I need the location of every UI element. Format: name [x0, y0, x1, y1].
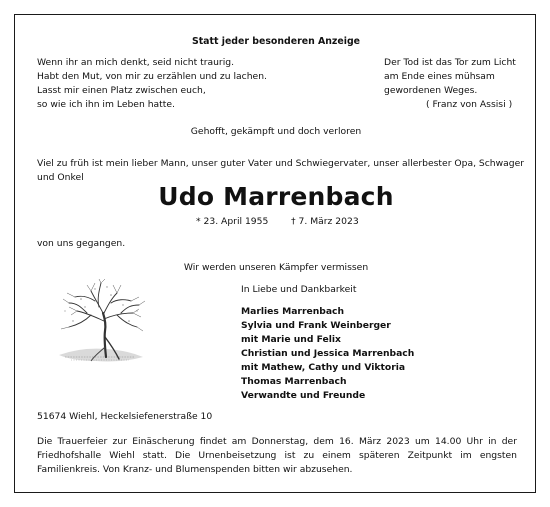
address: 51674 Wiehl, Heckelsiefenerstraße 10	[37, 411, 213, 422]
headline: Statt jeder besonderen Anzeige	[191, 36, 361, 47]
mourner-line: Sylvia und Frank Weinberger	[241, 320, 391, 331]
mourner-line: Verwandte und Freunde	[241, 390, 366, 401]
mourner-line: mit Mathew, Cathy und Viktoria	[241, 362, 406, 373]
tree-illustration-icon	[51, 277, 147, 373]
mourner-line: Christian und Jessica Marrenbach	[241, 348, 415, 359]
poem-left	[37, 56, 267, 112]
poem-right-line: Der Tod ist das Tor zum Licht	[384, 57, 516, 68]
mourners-label: In Liebe und Dankbarkeit	[241, 284, 357, 295]
obituary-notice	[14, 14, 536, 493]
passed-away-text: von uns gegangen.	[37, 238, 126, 249]
miss-text: Wir werden unseren Kämpfer vermissen	[183, 262, 369, 273]
mourner-line: mit Marie und Felix	[241, 334, 341, 345]
death-date: † 7. März 2023	[291, 216, 359, 227]
poem-left-line: Wenn ihr an mich denkt, seid nicht traurig.	[37, 57, 235, 68]
mourner-line: Marlies Marrenbach	[241, 306, 345, 317]
poem-right-line: gewordenen Weges.	[384, 85, 478, 96]
funeral-notice: Die Trauerfeier zur Einäscherung findet am Donnerstag, dem 16. März 2023 um 14.00 Uhr in der Friedhofshalle Wiehl statt. Die Urnenbeisetzung ist zu einem späteren Zeitpunkt im engsten Familienkreis. Von Kranz- und Blumenspenden bitten wir abzusehen.	[37, 436, 517, 475]
poem-left-line: Lasst mir einen Platz zwischen euch,	[37, 85, 206, 96]
motto: Gehofft, gekämpft und doch verloren	[190, 126, 362, 137]
poem-attribution: ( Franz von Assisi )	[426, 99, 513, 110]
intro-text: Viel zu früh ist mein lieber Mann, unser guter Vater und Schwiegervater, unser allerbester Opa, Schwager und Onkel	[37, 158, 525, 183]
poem-left-line: Habt den Mut, von mir zu erzählen und zu lachen.	[37, 71, 267, 82]
deceased-name: Udo Marrenbach	[158, 182, 394, 211]
mourners-block	[241, 283, 414, 403]
poem-left-line: so wie ich ihn im Leben hatte.	[37, 99, 175, 110]
birth-date: * 23. April 1955	[196, 216, 269, 227]
poem-right	[384, 56, 516, 112]
poem-right-line: am Ende eines mühsam	[384, 71, 495, 82]
mourner-line: Thomas Marrenbach	[241, 376, 347, 387]
